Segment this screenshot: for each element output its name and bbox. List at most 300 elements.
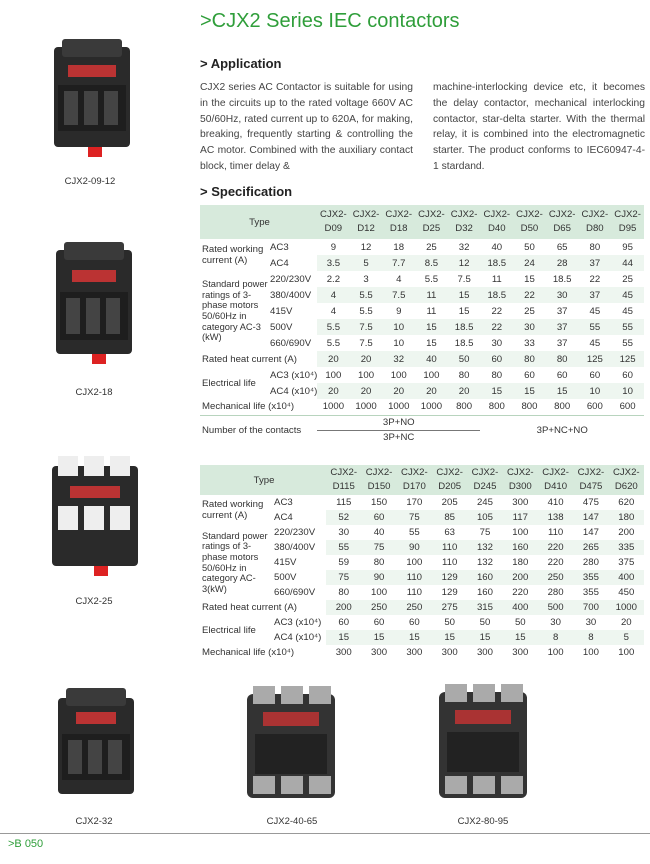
cell-ac3l: 80: [458, 369, 470, 381]
cell-ac4: 8.5: [415, 255, 448, 271]
caption-cjx2-80-95: CJX2-80-95: [457, 816, 509, 827]
model-prefix: CJX2-: [581, 209, 609, 220]
model-prefix: CJX2-: [401, 467, 428, 478]
cell-v415: 25: [524, 305, 535, 317]
model-prefix: CJX2-: [612, 467, 640, 478]
model-header: [611, 205, 644, 239]
application-heading: > Application: [200, 56, 282, 71]
cell-v220: 75: [479, 527, 491, 538]
ac3-life-label: AC3 (x10⁴): [274, 617, 322, 628]
cell-ac4: 18.5: [480, 255, 513, 271]
cell-heat: 20: [350, 351, 383, 367]
cell-v415: 59: [338, 557, 350, 568]
cell-v380: 335: [609, 540, 644, 555]
page-title: >CJX2 Series IEC contactors: [200, 10, 460, 32]
cell-v380: 18.5: [480, 287, 513, 303]
cell-ac4: 138: [538, 510, 573, 525]
model-code: D09: [324, 223, 343, 234]
cell-v380: 265: [573, 540, 608, 555]
cell-v660: 30: [491, 337, 503, 349]
cell-mech: 100: [547, 647, 564, 658]
cell-mech: 300: [441, 647, 458, 658]
cell-ac4l: 15: [326, 630, 361, 645]
cell-v415: 4: [330, 305, 337, 317]
cell-ac4l: 20: [448, 383, 481, 399]
model-header: [415, 205, 448, 239]
model-header: [546, 205, 579, 239]
model-code: D18: [389, 223, 408, 234]
cell-ac3: 620: [618, 497, 635, 508]
cell-mech: 800: [554, 401, 571, 413]
model-prefix: CJX2-: [506, 467, 534, 478]
cell-v380: 7.5: [382, 287, 415, 303]
cell-ac3: 40: [491, 241, 503, 253]
cell-ac4: 12: [448, 255, 481, 271]
table1-row-contacts-a: [200, 415, 644, 430]
cell-ac4l: 15: [546, 383, 579, 399]
cell-v220: 40: [373, 527, 385, 538]
table1-header-row: [200, 205, 644, 239]
cell-v220: 30: [338, 527, 350, 538]
model-prefix: CJX2-: [483, 209, 511, 220]
electrical-life-label: Electrical life: [202, 624, 256, 636]
cell-v380: 75: [361, 540, 396, 555]
cell-v415: 375: [618, 557, 635, 568]
cell-v415: 5.5: [359, 305, 373, 317]
cell-ac3l: 100: [390, 369, 407, 381]
caption-cjx2-09-12: CJX2-09-12: [64, 176, 116, 187]
cell-v415: 37: [556, 305, 568, 317]
cell-v500: 30: [513, 319, 546, 335]
cell-v380: 5.5: [350, 287, 383, 303]
cell-v380: 30: [546, 287, 579, 303]
model-code: D245: [473, 481, 497, 492]
model-code: D620: [614, 481, 638, 492]
cell-heat: 20: [317, 351, 350, 367]
cell-v500: 355: [573, 570, 608, 585]
model-header: [361, 465, 396, 495]
cell-ac4: 24: [513, 255, 546, 271]
cell-ac3l: 50: [514, 617, 526, 628]
cell-v220: 147: [582, 527, 599, 538]
cell-heat: 700: [573, 600, 608, 615]
cell-ac3l: 60: [524, 369, 535, 381]
cell-v660: 80: [338, 587, 350, 598]
cell-v415: 45: [622, 305, 633, 317]
cell-v415: 132: [476, 557, 493, 568]
cell-v415: 220: [547, 557, 564, 568]
cell-ac4: 28: [546, 255, 579, 271]
electrical-life-label: Electrical life: [202, 377, 256, 389]
model-code: D300: [508, 481, 532, 492]
cell-heat: 400: [503, 600, 538, 615]
mechanical-life-label: Mechanical life (x10⁴): [202, 401, 295, 413]
cell-v380: 132: [467, 540, 502, 555]
model-code: D25: [422, 223, 441, 234]
cell-ac3: 170: [406, 497, 423, 508]
cell-v660: 45: [589, 337, 601, 349]
model-header: [538, 465, 573, 495]
cell-heat: 275: [432, 600, 467, 615]
cell-v660: 55: [622, 337, 633, 349]
ac4-label: AC4: [274, 512, 293, 523]
cell-ac3l: 100: [423, 369, 440, 381]
table2-row-heat: [200, 600, 644, 615]
model-code: D205: [438, 481, 462, 492]
cell-v500: 129: [432, 570, 467, 585]
cell-mech: 1000: [355, 401, 377, 413]
cell-ac4: 52: [326, 510, 361, 525]
cell-ac3: 300: [512, 497, 529, 508]
cell-heat: 40: [415, 351, 448, 367]
cell-heat: 1000: [609, 600, 644, 615]
cell-ac4l: 8: [573, 630, 608, 645]
model-code: D40: [487, 223, 506, 234]
cell-heat: 250: [397, 600, 432, 615]
cell-v500: 75: [326, 570, 361, 585]
ac3-life-label: AC3 (x10⁴): [270, 369, 318, 381]
ac4-life-label: AC4 (x10⁴): [274, 632, 322, 643]
cell-v500: 55: [579, 319, 612, 335]
cell-ac3l: 50: [444, 617, 455, 628]
cell-mech: 800: [488, 401, 505, 413]
ac4-life-label: AC4 (x10⁴): [270, 385, 318, 397]
contacts-3p-no: 3P+NO: [317, 415, 480, 430]
cell-mech: 100: [618, 647, 635, 658]
cell-ac3: 9: [330, 241, 337, 253]
table1-row-ac3: [200, 239, 644, 255]
contactor-25-image: [48, 452, 142, 587]
cell-heat: 200: [326, 600, 361, 615]
cell-v380: 37: [579, 287, 612, 303]
cell-ac4l: 8: [538, 630, 573, 645]
ac4-label: AC4: [270, 257, 289, 269]
model-code: D50: [520, 223, 539, 234]
model-code: D410: [544, 481, 568, 492]
rated-working-current-label: Rated working current (A): [202, 499, 264, 521]
cell-v380: 220: [538, 540, 573, 555]
cell-ac3: 205: [441, 497, 458, 508]
cell-ac3: 475: [582, 497, 599, 508]
cell-v500: 15: [415, 319, 448, 335]
cell-mech: 1000: [322, 401, 345, 413]
cell-ac4l: 15: [397, 630, 432, 645]
model-prefix: CJX2-: [548, 209, 576, 220]
cell-v415: 15: [458, 305, 470, 317]
cell-ac4l: 15: [503, 630, 538, 645]
cell-mech: 600: [619, 401, 636, 413]
cell-ac4l: 15: [361, 630, 396, 645]
cell-ac4l: 15: [432, 630, 467, 645]
cell-ac4l: 10: [579, 383, 612, 399]
cell-v220: 25: [622, 273, 633, 285]
model-prefix: CJX2-: [577, 467, 605, 478]
cell-v220: 63: [444, 527, 455, 538]
footer-divider: [0, 833, 650, 834]
model-prefix: CJX2-: [385, 209, 413, 220]
caption-cjx2-40-65: CJX2-40-65: [266, 816, 318, 827]
cell-v660: 450: [618, 587, 635, 598]
table1-row-mech: [200, 399, 644, 415]
cell-v380: 22: [513, 287, 546, 303]
cell-ac3: 12: [360, 241, 372, 253]
cell-v220: 18.5: [552, 273, 572, 285]
table2-row-ac3l: [200, 615, 644, 630]
cell-v220: 5.5: [424, 273, 439, 285]
model-header: [579, 205, 612, 239]
cell-ac4: 5: [350, 255, 383, 271]
specification-heading: > Specification: [200, 184, 293, 199]
cell-ac3: 32: [458, 241, 470, 253]
v660-label: 660/690V: [270, 337, 312, 349]
cell-v660: 129: [441, 587, 458, 598]
model-header: [382, 205, 415, 239]
contacts-label: Number of the contacts: [200, 415, 317, 445]
cell-ac3: 25: [426, 241, 437, 253]
contactor-18-image: [50, 240, 138, 375]
cell-ac4l: 5: [609, 630, 644, 645]
cell-mech: 1000: [420, 401, 443, 413]
cell-heat: 60: [480, 351, 513, 367]
model-header: [397, 465, 432, 495]
model-prefix: CJX2-: [418, 209, 445, 220]
model-header: [513, 205, 546, 239]
model-prefix: CJX2-: [330, 467, 358, 478]
cell-v380: 55: [326, 540, 361, 555]
model-prefix: CJX2-: [320, 209, 347, 220]
v415-label: 415V: [270, 305, 293, 317]
model-header: [448, 205, 481, 239]
cell-v220: 22: [589, 273, 601, 285]
cell-ac4: 3.5: [317, 255, 350, 271]
cell-v415: 280: [582, 557, 599, 568]
model-code: D150: [367, 481, 391, 492]
cell-v500: 200: [503, 570, 538, 585]
model-prefix: CJX2-: [352, 209, 380, 220]
contactor-32-image: [52, 684, 140, 804]
cell-v415: 80: [373, 557, 385, 568]
cell-v220: 100: [512, 527, 529, 538]
cell-v500: 55: [611, 319, 644, 335]
cell-v500: 18.5: [448, 319, 481, 335]
model-header: [326, 465, 361, 495]
cell-v660: 355: [582, 587, 599, 598]
cell-v500: 5.5: [317, 319, 350, 335]
cell-ac3l: 60: [589, 369, 601, 381]
cell-ac3: 95: [622, 241, 633, 253]
cell-heat: 125: [611, 351, 644, 367]
cell-mech: 100: [582, 647, 599, 658]
cell-mech: 300: [335, 647, 352, 658]
power-ratings-label: Standard power ratings of 3-phase motors 50/60Hz in category AC-3(kW): [202, 530, 268, 594]
contactor-40-65-image: [243, 684, 339, 806]
cell-ac4l: 20: [317, 383, 350, 399]
spec-table-2: [200, 465, 644, 660]
cell-mech: 300: [512, 647, 529, 658]
table2-row-ac3: [200, 495, 644, 510]
model-code: D12: [357, 223, 375, 234]
model-code: D80: [586, 223, 604, 234]
cell-v415: 9: [396, 305, 402, 317]
cell-heat: 125: [579, 351, 612, 367]
cell-v220: 11: [491, 273, 502, 285]
table1-row-v220: [200, 271, 644, 287]
cell-v500: 160: [467, 570, 502, 585]
cell-ac4l: 20: [382, 383, 415, 399]
cell-ac3: 65: [556, 241, 568, 253]
cell-ac4: 60: [361, 510, 396, 525]
mechanical-life-label: Mechanical life (x10⁴): [202, 647, 295, 658]
cell-ac3: 18: [393, 241, 405, 253]
cell-ac3l: 100: [325, 369, 342, 381]
cell-v660: 18.5: [454, 337, 474, 349]
contactor-09-12-image: [48, 35, 136, 170]
cell-v660: 280: [547, 587, 564, 598]
cell-heat: 500: [538, 600, 573, 615]
cell-mech: 800: [521, 401, 538, 413]
model-header: [432, 465, 467, 495]
cell-v380: 45: [611, 287, 644, 303]
cell-v500: 22: [480, 319, 513, 335]
caption-cjx2-18: CJX2-18: [75, 387, 113, 398]
cell-v220: 15: [524, 273, 535, 285]
cell-heat: 80: [546, 351, 579, 367]
spec-table-1: [200, 205, 644, 445]
cell-v660: 110: [406, 587, 422, 598]
model-header: [609, 465, 644, 495]
table1-row-ac3l: [200, 367, 644, 383]
model-code: D115: [332, 481, 355, 492]
model-prefix: CJX2-: [365, 467, 393, 478]
model-code: D32: [455, 223, 473, 234]
model-prefix: CJX2-: [614, 209, 641, 220]
v380-label: 380/400V: [270, 289, 312, 301]
cell-v380: 110: [432, 540, 467, 555]
model-prefix: CJX2-: [450, 209, 478, 220]
cell-heat: 80: [513, 351, 546, 367]
cell-ac3: 115: [336, 497, 352, 508]
table2-row-v220: [200, 525, 644, 540]
page-number: >B 050: [8, 838, 44, 850]
model-prefix: CJX2-: [542, 467, 569, 478]
model-prefix: CJX2-: [471, 467, 499, 478]
cell-ac3l: 60: [622, 369, 633, 381]
cell-ac4l: 10: [611, 383, 644, 399]
model-prefix: CJX2-: [436, 467, 463, 478]
heat-current-label: Rated heat current (A): [202, 353, 297, 365]
cell-ac3l: 100: [358, 369, 375, 381]
cell-ac4: 7.7: [382, 255, 415, 271]
cell-v660: 5.5: [326, 337, 341, 349]
cell-ac4: 117: [503, 510, 538, 525]
cell-v415: 22: [491, 305, 503, 317]
contactor-80-95-image: [435, 682, 531, 806]
cell-v380: 160: [503, 540, 538, 555]
cell-mech: 600: [586, 401, 603, 413]
cell-mech: 800: [456, 401, 473, 413]
cell-v500: 110: [397, 570, 432, 585]
cell-v220: 3: [363, 273, 369, 285]
model-header: [350, 205, 383, 239]
cell-v220: 110: [547, 527, 564, 538]
cell-ac4: 147: [573, 510, 608, 525]
cell-v660: 220: [512, 587, 529, 598]
cell-ac3: 80: [589, 241, 601, 253]
model-code: D475: [579, 481, 603, 492]
cell-ac3: 150: [371, 497, 388, 508]
cell-v380: 11: [415, 287, 448, 303]
cell-v220: 200: [618, 527, 635, 538]
model-prefix: CJX2-: [516, 209, 543, 220]
cell-v415: 180: [512, 557, 529, 568]
cell-v660: 160: [476, 587, 493, 598]
cell-ac3l: 20: [620, 617, 632, 628]
cell-v500: 400: [609, 570, 644, 585]
cell-ac3: 410: [547, 497, 564, 508]
ac3-label: AC3: [274, 497, 293, 508]
model-header: [467, 465, 502, 495]
model-code: D65: [553, 223, 571, 234]
cell-v660: 7.5: [359, 337, 373, 349]
cell-heat: 50: [448, 351, 481, 367]
cell-ac3: 245: [476, 497, 493, 508]
cell-ac4: 37: [579, 255, 612, 271]
cell-mech: 300: [371, 647, 388, 658]
cell-ac4l: 15: [467, 630, 502, 645]
cell-v220: 4: [396, 273, 402, 285]
v660-label: 660/690V: [274, 587, 316, 598]
model-code: D95: [618, 223, 637, 234]
cell-v500: 10: [382, 319, 415, 335]
cell-ac4l: 15: [480, 383, 513, 399]
model-code: D170: [402, 481, 426, 492]
cell-ac4: 105: [467, 510, 502, 525]
contacts-3p-nc: 3P+NC: [317, 430, 480, 445]
cell-v415: 110: [442, 557, 458, 568]
cell-ac3l: 50: [479, 617, 491, 628]
cell-ac3l: 60: [409, 617, 420, 628]
ac3-label: AC3: [270, 241, 289, 253]
v380-label: 380/400V: [274, 542, 316, 553]
cell-v415: 45: [589, 305, 601, 317]
cell-ac3l: 30: [550, 617, 561, 628]
cell-ac3l: 60: [373, 617, 385, 628]
cell-v660: 100: [371, 587, 388, 598]
application-text-col2: machine-interlocking device etc, it becomes the delay contactor, mechanical interlocking contactor, star-delta starter. With the thermal relay, it is combined into the electromagnetic starter. The product conforms to IEC60947-4-1 stardand.: [433, 82, 645, 172]
power-ratings-label: Standard power ratings of 3-phase motors 50/60Hz in category AC-3 (kW): [202, 279, 268, 343]
cell-v380: 15: [448, 287, 481, 303]
cell-v500: 7.5: [350, 319, 383, 335]
cell-ac4l: 15: [513, 383, 546, 399]
type-header: Type: [200, 205, 317, 239]
cell-v660: 33: [524, 337, 535, 349]
cell-heat: 32: [382, 351, 415, 367]
cell-mech: 300: [406, 647, 423, 658]
cell-v415: 11: [426, 305, 437, 317]
model-header: [317, 205, 350, 239]
cell-ac3l: 30: [585, 617, 597, 628]
cell-v415: 100: [406, 557, 423, 568]
caption-cjx2-32: CJX2-32: [75, 816, 113, 827]
cell-ac4: 44: [611, 255, 644, 271]
cell-v500: 250: [538, 570, 573, 585]
model-header: [480, 205, 513, 239]
cell-v220: 2.2: [326, 273, 341, 285]
cell-ac4: 85: [432, 510, 467, 525]
cell-v220: 7.5: [457, 273, 471, 285]
cell-ac3l: 60: [338, 617, 350, 628]
cell-v660: 10: [393, 337, 405, 349]
